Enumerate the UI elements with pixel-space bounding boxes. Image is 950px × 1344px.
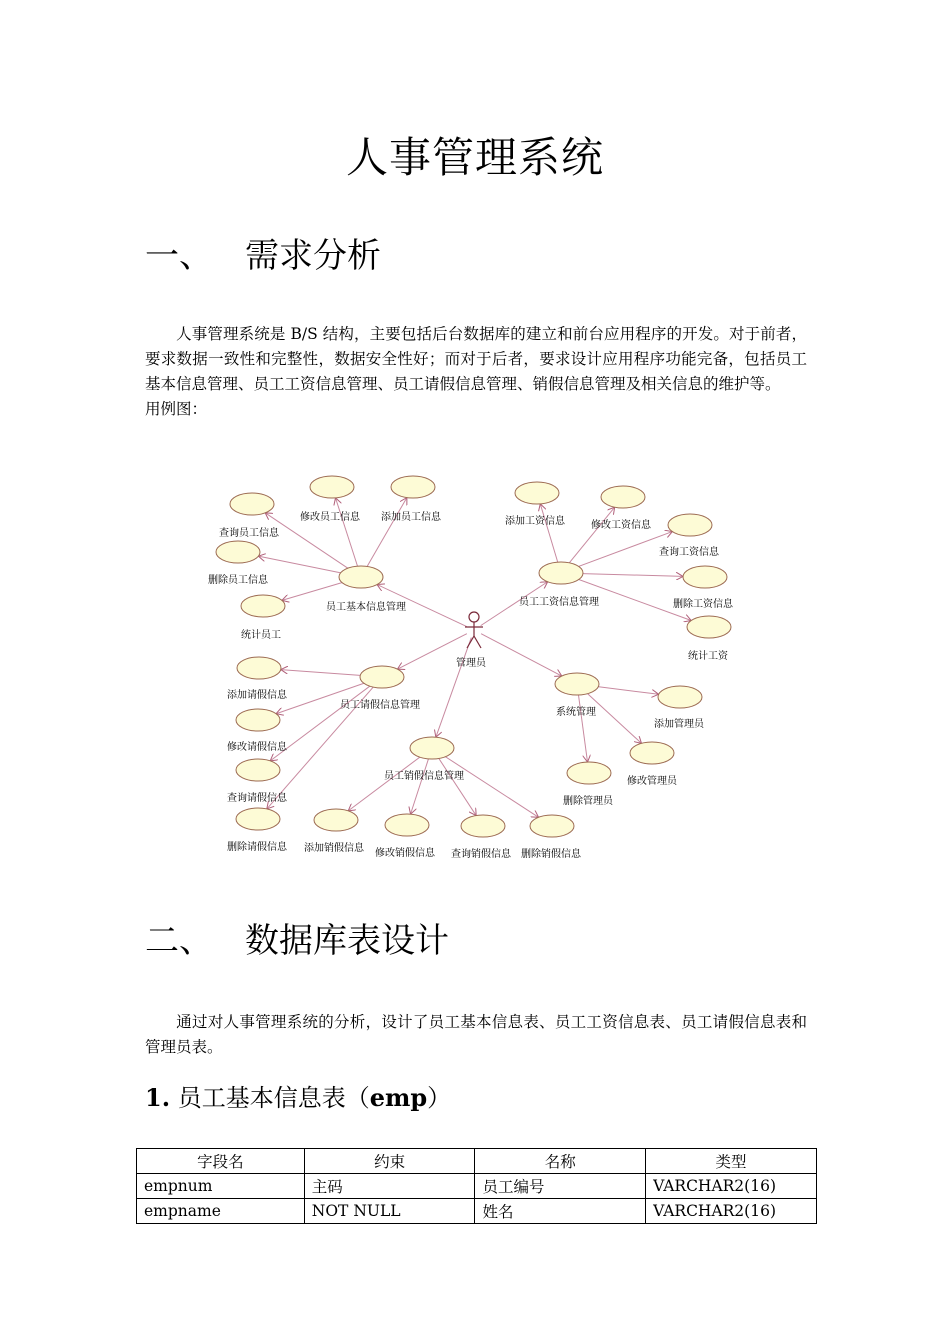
- use-case-label: 员工请假信息管理: [340, 700, 420, 711]
- subsection-number: 1.: [145, 1083, 171, 1112]
- use-case-ellipse: [241, 595, 285, 617]
- table-cell: VARCHAR2(16): [646, 1199, 817, 1224]
- use-case-label: 添加请假信息: [227, 690, 287, 701]
- use-case-ellipse: [555, 673, 599, 695]
- table-cell: 员工编号: [475, 1174, 646, 1199]
- association-line: [439, 752, 539, 817]
- association-line: [578, 692, 587, 762]
- use-case-label: 添加销假信息: [304, 843, 364, 854]
- subsection-close: ）: [427, 1084, 452, 1112]
- diagram-caption: 用例图：: [145, 400, 208, 418]
- section-heading-requirements: [145, 228, 381, 277]
- section-number: 二、: [145, 921, 213, 961]
- association-line: [481, 634, 562, 676]
- table-cell: NOT NULL: [304, 1199, 475, 1224]
- association-line: [436, 638, 471, 738]
- table-header-cell: 名称: [475, 1149, 646, 1174]
- section-number: 一、: [145, 236, 213, 276]
- use-case-label: 删除销假信息: [521, 849, 581, 860]
- use-case-ellipse: [683, 566, 727, 588]
- use-case-ellipse: [339, 566, 383, 588]
- use-case-ellipse: [630, 742, 674, 764]
- use-case-ellipse: [314, 809, 358, 831]
- use-case-label: 员工销假信息管理: [384, 771, 464, 782]
- use-case-label: 修改请假信息: [227, 742, 287, 753]
- use-case-label: 查询工资信息: [659, 547, 719, 558]
- use-case-label: 修改工资信息: [591, 520, 651, 531]
- use-case-ellipse: [310, 476, 354, 498]
- use-case-ellipse: [216, 541, 260, 563]
- use-case-ellipse: [601, 486, 645, 508]
- use-case-ellipse: [567, 762, 611, 784]
- use-case-label: 添加管理员: [654, 719, 704, 730]
- use-case-label: 修改管理员: [627, 776, 677, 787]
- database-text: 通过对人事管理系统的分析，设计了员工基本信息表、员工工资信息表、员工请假信息表和管理员表。: [145, 1013, 807, 1056]
- use-case-ellipse: [237, 657, 281, 679]
- actor-figure: [465, 612, 483, 648]
- requirements-text: 人事管理系统是 B/S 结构，主要包括后台数据库的建立和前台应用程序的开发。对于前者，要求数据一致性和完整性，数据安全性好；而对于后者，要求设计应用程序功能完备，包括员工基本信息管理、员工工资信息管理、员工请假信息管理、销假信息管理及相关信息的维护等。: [145, 325, 807, 393]
- actor-label: 管理员: [456, 658, 486, 669]
- use-case-diagram: [186, 470, 746, 870]
- association-line: [568, 532, 672, 571]
- use-case-ellipse: [687, 616, 731, 638]
- table-header-cell: 类型: [646, 1149, 817, 1174]
- association-line: [365, 498, 407, 571]
- table-header-cell: 字段名: [137, 1149, 305, 1174]
- use-case-ellipse: [658, 686, 702, 708]
- association-line: [540, 504, 558, 565]
- subsection-heading-emp: [145, 1078, 451, 1113]
- table-cell: 姓名: [475, 1199, 646, 1224]
- use-case-ellipse: [530, 815, 574, 837]
- use-case-label: 员工工资信息管理: [519, 597, 599, 608]
- table-cell: empname: [137, 1199, 305, 1224]
- table-header-row: [137, 1149, 817, 1174]
- section-title: 需求分析: [245, 236, 381, 276]
- association-line: [335, 498, 358, 570]
- use-case-label: 系统管理: [556, 707, 596, 718]
- use-case-label: 统计员工: [241, 630, 281, 641]
- section-heading-database: [145, 913, 449, 962]
- use-case-ellipse: [391, 476, 435, 498]
- use-case-label: 修改员工信息: [300, 512, 360, 523]
- use-case-label: 查询员工信息: [219, 528, 279, 539]
- association-line: [569, 573, 683, 576]
- use-case-ellipse: [515, 482, 559, 504]
- subsection-title: 员工基本信息表（: [177, 1084, 370, 1112]
- use-case-label: 查询销假信息: [451, 849, 511, 860]
- use-case-ellipse: [461, 815, 505, 837]
- database-paragraph: [145, 1010, 807, 1060]
- use-case-label: 修改销假信息: [375, 848, 435, 859]
- use-case-ellipse: [410, 737, 454, 759]
- use-case-ellipse: [236, 709, 280, 731]
- table-row: [137, 1199, 817, 1224]
- association-line: [566, 507, 615, 567]
- table-cell: empnum: [137, 1174, 305, 1199]
- use-case-label: 添加员工信息: [381, 512, 441, 523]
- requirements-paragraph: [145, 322, 807, 422]
- use-case-ellipse: [236, 759, 280, 781]
- use-case-label: 删除请假信息: [227, 842, 287, 853]
- association-line: [258, 556, 353, 575]
- association-line: [411, 756, 430, 815]
- table-row: [137, 1174, 817, 1199]
- table-cell: 主码: [304, 1174, 475, 1199]
- use-case-label: 统计工资: [688, 651, 728, 662]
- use-case-ellipse: [360, 666, 404, 688]
- use-case-label: 删除员工信息: [208, 575, 268, 586]
- use-case-label: 员工基本信息管理: [326, 602, 406, 613]
- section-title: 数据库表设计: [245, 921, 449, 961]
- emp-table: [136, 1148, 817, 1224]
- use-case-ellipse: [385, 814, 429, 836]
- use-case-ellipse: [236, 808, 280, 830]
- use-case-label: 添加工资信息: [505, 516, 565, 527]
- use-case-label: 查询请假信息: [227, 793, 287, 804]
- table-code: emp: [369, 1083, 428, 1112]
- use-case-label: 删除管理员: [563, 796, 613, 807]
- table-header-cell: 约束: [304, 1149, 475, 1174]
- document-title: 人事管理系统: [345, 133, 604, 182]
- use-case-ellipse: [230, 493, 274, 515]
- use-case-label: 删除工资信息: [673, 599, 733, 610]
- use-case-ellipse: [539, 562, 583, 584]
- use-case-ellipse: [668, 514, 712, 536]
- table-cell: VARCHAR2(16): [646, 1174, 817, 1199]
